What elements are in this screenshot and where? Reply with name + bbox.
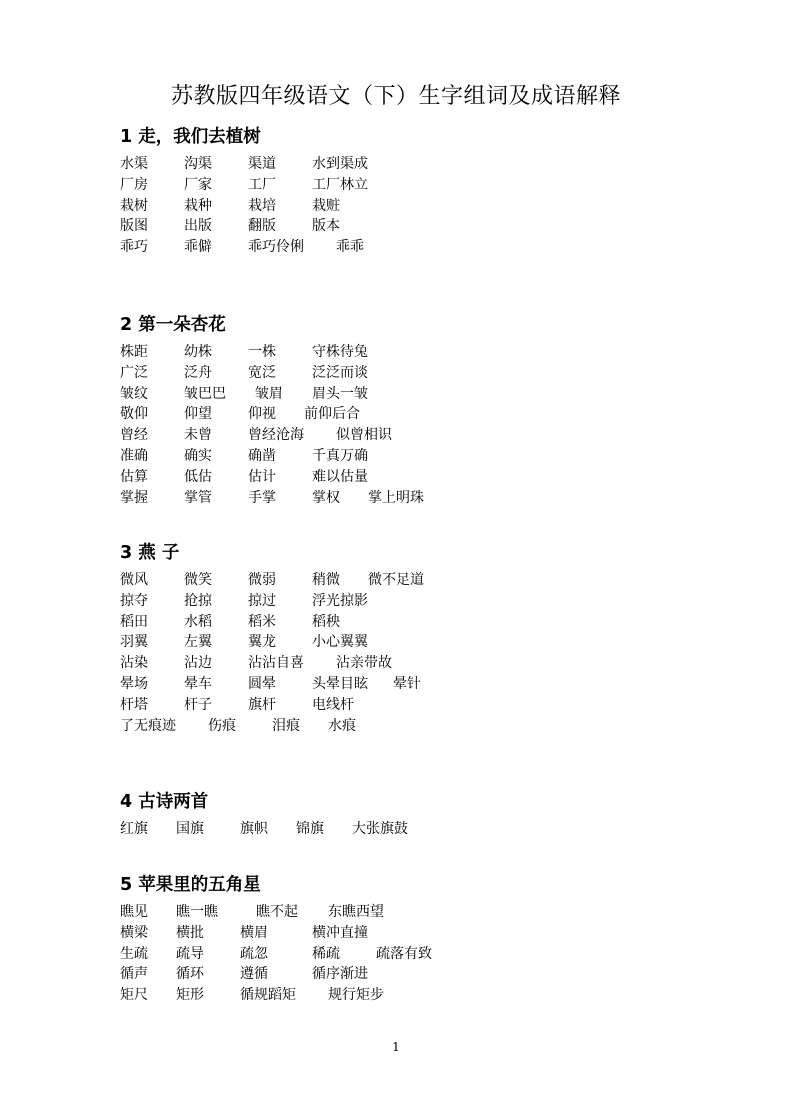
word-row: [120, 446, 424, 467]
word: 左翼: [184, 634, 212, 651]
word: 栽赃: [312, 197, 340, 214]
word: 栽树: [120, 197, 148, 214]
word-row: [120, 196, 368, 217]
word-row: [120, 570, 424, 591]
word-row: [120, 384, 424, 405]
word: 疏导: [176, 945, 204, 962]
word-row: [120, 923, 432, 944]
word: 未曾: [184, 427, 212, 444]
word: 确凿: [248, 447, 276, 464]
word: 晕车: [184, 675, 212, 692]
word: 稍微: [312, 572, 340, 588]
word: 守株待兔: [312, 344, 368, 360]
word: 旗杆: [248, 696, 276, 713]
word: 羽翼: [120, 634, 148, 651]
word: 旗帜: [240, 821, 268, 837]
word: 工厂林立: [312, 176, 368, 193]
word: 抢掠: [184, 592, 212, 609]
word: 敬仰: [120, 406, 148, 423]
word: 栽种: [184, 197, 212, 214]
word: 准确: [120, 447, 148, 464]
word: 瞧见: [120, 904, 148, 920]
word: 出版: [184, 218, 212, 235]
word: 千真万确: [312, 447, 368, 464]
word: 微弱: [248, 572, 276, 588]
word: 曾经沧海: [248, 427, 304, 444]
section-title: 5 苹果里的五角星: [120, 875, 261, 895]
word: 东瞧西望: [328, 904, 384, 920]
word-row: [120, 695, 424, 716]
word: 沾亲带故: [336, 655, 392, 672]
word: 版本: [312, 218, 340, 235]
section-title: 4 古诗两首: [120, 792, 209, 812]
word: 稻米: [248, 613, 276, 630]
word: 株距: [120, 344, 148, 360]
word: 横梁: [120, 924, 148, 941]
word-row: [120, 363, 424, 384]
word: 稀疏: [312, 945, 340, 962]
word-row: [120, 216, 368, 237]
word: 泛泛而谈: [312, 364, 368, 381]
word: 翻版: [248, 218, 276, 235]
word: 掠过: [248, 592, 276, 609]
word-row: [120, 632, 424, 653]
word: 掌权: [312, 489, 340, 506]
word-row: [120, 154, 368, 175]
word: 栽培: [248, 197, 276, 214]
word: 圆晕: [248, 675, 276, 692]
section-title: 1 走，我们去植树: [120, 127, 261, 147]
word: 循环: [176, 966, 204, 983]
word: 掌上明珠: [368, 489, 424, 506]
word: 皱巴巴: [184, 385, 226, 402]
word: 稻秧: [312, 613, 340, 630]
word: 疏忽: [240, 945, 268, 962]
word: 曾经: [120, 427, 148, 444]
word: 矩尺: [120, 987, 148, 1004]
word: 乖乖: [336, 239, 364, 256]
section-3: [120, 542, 424, 736]
word: 仰视: [248, 406, 276, 423]
word-row: [120, 944, 432, 965]
section-2: [120, 314, 424, 508]
word: 杆塔: [120, 696, 148, 713]
word: 厂家: [184, 176, 212, 193]
word: 疏落有致: [376, 945, 432, 962]
word: 前仰后合: [304, 406, 360, 423]
word: 翼龙: [248, 634, 276, 651]
word-row: [120, 716, 424, 737]
word-row: [120, 404, 424, 425]
word-row: [120, 964, 432, 985]
section-title: 3 燕 子: [120, 543, 180, 563]
word: 遵循: [240, 966, 268, 983]
word-row: [120, 902, 432, 923]
word-row: [120, 467, 424, 488]
word-row: [120, 591, 424, 612]
word: 眉头一皱: [312, 385, 368, 402]
word: 循规蹈矩: [240, 987, 296, 1004]
word: 晕场: [120, 675, 148, 692]
word-row: [120, 612, 424, 633]
word: 生疏: [120, 945, 148, 962]
word: 水渠: [120, 156, 148, 172]
word: 水稻: [184, 613, 212, 630]
word: 泪痕: [272, 717, 300, 734]
section-5: [120, 874, 432, 1006]
word: 皱纹: [120, 385, 148, 402]
word: 厂房: [120, 176, 148, 193]
page-number: 1: [392, 1040, 400, 1054]
word: 仰望: [184, 406, 212, 423]
word: 微不足道: [368, 572, 424, 588]
word: 瞧不起: [256, 904, 298, 920]
word: 掌管: [184, 489, 212, 506]
word: 微风: [120, 572, 148, 588]
word: 杆子: [184, 696, 212, 713]
word: 沟渠: [184, 156, 212, 172]
word: 横批: [176, 924, 204, 941]
word: 循序渐进: [312, 966, 368, 983]
word: 沾染: [120, 655, 148, 672]
word: 水到渠成: [312, 156, 368, 172]
word-row: [120, 985, 432, 1006]
word: 沾沾自喜: [248, 655, 304, 672]
word: 广泛: [120, 364, 148, 381]
section-4: [120, 791, 408, 840]
word: 掠夺: [120, 592, 148, 609]
word: 乖巧伶俐: [248, 239, 304, 256]
word: 水痕: [328, 717, 356, 734]
word: 似曾相识: [336, 427, 392, 444]
page-title: 苏教版四年级语文（下）生字组词及成语解释: [170, 84, 621, 109]
word-row: [120, 674, 424, 695]
word-row: [120, 342, 424, 363]
word: 横冲直撞: [312, 924, 368, 941]
word: 手掌: [248, 489, 276, 506]
word: 一株: [248, 344, 276, 360]
word: 确实: [184, 447, 212, 464]
word: 估计: [248, 468, 276, 485]
word: 横眉: [240, 924, 268, 941]
word: 难以估量: [312, 468, 368, 485]
word: 宽泛: [248, 364, 276, 381]
section-title: 2 第一朵杏花: [120, 315, 226, 335]
word: 估算: [120, 468, 148, 485]
word: 大张旗鼓: [352, 821, 408, 837]
word: 国旗: [176, 821, 204, 837]
word-row: [120, 175, 368, 196]
word: 了无痕迹: [120, 717, 176, 734]
word-row: [120, 653, 424, 674]
word: 循声: [120, 966, 148, 983]
word: 乖巧: [120, 239, 148, 256]
section-1: [120, 126, 368, 258]
word: 沾边: [184, 655, 212, 672]
word: 头晕目眩: [312, 675, 368, 692]
word: 规行矩步: [328, 987, 384, 1004]
word-row: [120, 425, 424, 446]
word: 红旗: [120, 821, 148, 837]
word: 泛舟: [184, 364, 212, 381]
word: 渠道: [248, 156, 276, 172]
word-row: [120, 237, 368, 258]
word: 微笑: [184, 572, 212, 588]
word: 乖僻: [184, 239, 212, 256]
word-row: [120, 819, 408, 840]
word: 稻田: [120, 613, 148, 630]
word: 工厂: [248, 176, 276, 193]
word: 瞧一瞧: [176, 904, 218, 920]
word: 矩形: [176, 987, 204, 1004]
word: 版图: [120, 218, 148, 235]
word: 小心翼翼: [312, 634, 368, 651]
word: 幼株: [184, 344, 212, 360]
word-row: [120, 488, 424, 509]
word: 锦旗: [296, 821, 324, 837]
word: 皱眉: [255, 385, 283, 402]
word: 伤痕: [208, 717, 236, 734]
word: 低估: [184, 468, 212, 485]
word: 电线杆: [312, 696, 354, 713]
word: 浮光掠影: [312, 592, 368, 609]
word: 掌握: [120, 489, 148, 506]
word: 晕针: [393, 675, 421, 692]
